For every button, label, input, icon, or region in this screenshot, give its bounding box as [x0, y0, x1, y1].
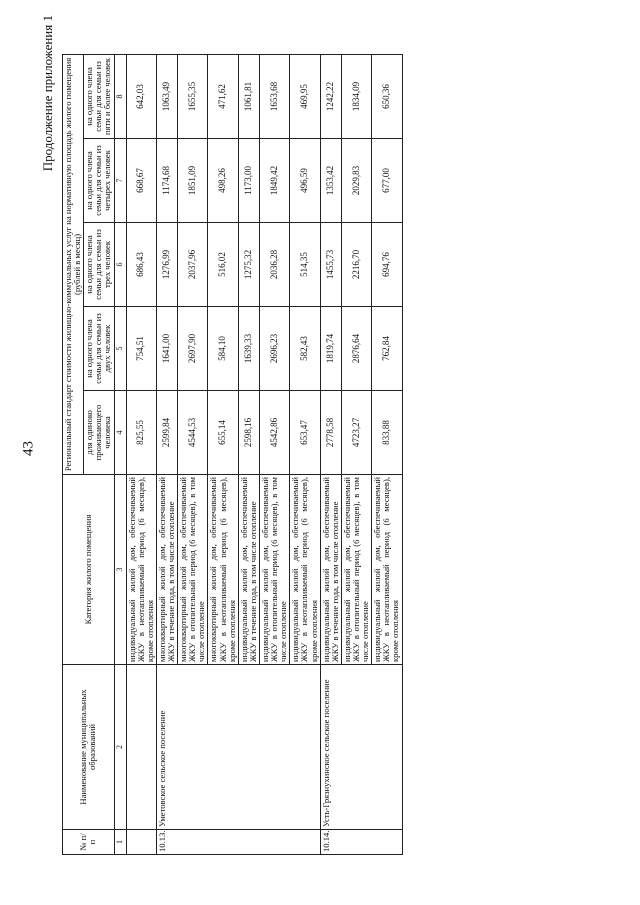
value-family-4: 1849,42 — [259, 139, 289, 223]
value-family-5: 1242,22 — [320, 54, 341, 138]
housing-category: индивидуальный жилой дом, обеспечиваемый ЖКУ в отопительный период (6 месяцев), в том числе отопление — [259, 475, 289, 665]
value-family-2: 762,84 — [372, 307, 402, 391]
value-family-3: 694,76 — [372, 223, 402, 307]
value-family-3: 514,35 — [290, 223, 320, 307]
document-heading: Продолжение приложения 1 — [40, 15, 55, 172]
header-family-2: на одного члена семьи для семьи из двух человек — [84, 307, 114, 391]
value-family-3: 1275,32 — [238, 223, 259, 307]
value-family-5: 1061,81 — [238, 54, 259, 138]
table-row — [126, 54, 156, 854]
column-index: 3 — [114, 475, 126, 665]
header-number: № п/п — [63, 830, 115, 855]
value-family-2: 582,43 — [290, 307, 320, 391]
value-family-2: 2696,23 — [259, 307, 289, 391]
value-family-5: 1063,49 — [156, 54, 177, 138]
header-family-4: на одного члена семьи для семьи из четырех человек — [84, 139, 114, 223]
municipality-name: Усть-Грязнухинское сельское поселение — [320, 665, 402, 830]
value-family-4: 1353,42 — [320, 139, 341, 223]
value-family-3: 686,43 — [126, 223, 156, 307]
value-family-5: 469,95 — [290, 54, 320, 138]
value-family-4: 1173,00 — [238, 139, 259, 223]
value-single: 653,47 — [290, 391, 320, 475]
table-row — [156, 54, 177, 854]
housing-category: многоквартирный жилой дом, обеспечиваемый ЖКУ в течение года, в том числе отопление — [156, 475, 177, 665]
value-single: 655,14 — [208, 391, 238, 475]
column-index: 5 — [114, 307, 126, 391]
value-single: 2599,84 — [156, 391, 177, 475]
value-single: 4544,53 — [178, 391, 208, 475]
table-row — [320, 54, 341, 854]
value-family-2: 1641,00 — [156, 307, 177, 391]
housing-category: многоквартирный жилой дом, обеспечиваемый ЖКУ в неотапливаемый период (6 месяцев), кроме отопления — [208, 475, 238, 665]
value-family-3: 1455,73 — [320, 223, 341, 307]
value-family-3: 1276,99 — [156, 223, 177, 307]
housing-category: индивидуальный жилой дом, обеспечиваемый ЖКУ в течение года, в том числе отопление — [238, 475, 259, 665]
value-single: 4542,86 — [259, 391, 289, 475]
value-family-3: 2216,70 — [341, 223, 371, 307]
value-family-5: 1834,09 — [341, 54, 371, 138]
value-family-5: 650,36 — [372, 54, 402, 138]
housing-category: индивидуальный жилой дом, обеспечиваемый ЖКУ в неотапливаемый период (6 месяцев), кроме отопления — [372, 475, 402, 665]
value-single: 2598,16 — [238, 391, 259, 475]
column-index-row — [114, 54, 126, 854]
value-family-4: 2029,83 — [341, 139, 371, 223]
housing-category: индивидуальный жилой дом, обеспечиваемый ЖКУ в отопительный период (6 месяцев), в том числе отопление — [341, 475, 371, 665]
header-category: Категория жилого помещения — [63, 475, 115, 665]
tariff-table — [62, 54, 403, 855]
value-family-3: 516,02 — [208, 223, 238, 307]
housing-category: многоквартирный жилой дом, обеспечиваемый ЖКУ в отопительный период (6 месяцев), в том числе отопление — [178, 475, 208, 665]
row-number — [126, 830, 156, 855]
value-single: 825,55 — [126, 391, 156, 475]
housing-category: индивидуальный жилой дом, обеспечиваемый ЖКУ в неотапливаемый период (6 месяцев), кроме отопления — [126, 475, 156, 665]
municipality-name: Уметовское сельское поселение — [156, 665, 320, 830]
header-family-3: на одного члена семьи для семьи из трех человек — [84, 223, 114, 307]
value-family-2: 754,51 — [126, 307, 156, 391]
value-family-5: 1653,68 — [259, 54, 289, 138]
value-family-2: 1639,33 — [238, 307, 259, 391]
header-regional-standard: Региональный стандарт стоимости жилищно-коммунальных услуг на нормативную площадь жилого помещения (рублей в месяц) — [63, 54, 84, 474]
housing-category: индивидуальный жилой дом, обеспечиваемый ЖКУ в неотапливаемый период (6 месяцев), кроме отопления — [290, 475, 320, 665]
value-family-3: 2037,96 — [178, 223, 208, 307]
value-family-2: 584,10 — [208, 307, 238, 391]
value-family-4: 498,26 — [208, 139, 238, 223]
row-number: 10.13. — [156, 830, 320, 855]
row-number: 10.14. — [320, 830, 402, 855]
column-index: 2 — [114, 665, 126, 830]
value-family-4: 1174,68 — [156, 139, 177, 223]
header-municipality: Наименование муниципальных образований — [63, 665, 115, 830]
header-single: для одиноко проживающего человека — [84, 391, 114, 475]
page-number: 43 — [20, 441, 37, 456]
value-family-5: 642,03 — [126, 54, 156, 138]
value-single: 833,88 — [372, 391, 402, 475]
column-index: 4 — [114, 391, 126, 475]
value-single: 4723,27 — [341, 391, 371, 475]
column-index: 8 — [114, 54, 126, 138]
header-row-1 — [63, 54, 84, 854]
column-index: 6 — [114, 223, 126, 307]
housing-category: индивидуальный жилой дом, обеспечиваемый ЖКУ в течение года, в том числе отопление — [320, 475, 341, 665]
value-family-4: 1851,09 — [178, 139, 208, 223]
value-family-3: 2036,28 — [259, 223, 289, 307]
value-single: 2778,58 — [320, 391, 341, 475]
column-index: 7 — [114, 139, 126, 223]
municipality-name — [126, 665, 156, 830]
value-family-4: 677,00 — [372, 139, 402, 223]
value-family-2: 1819,74 — [320, 307, 341, 391]
header-family-5: на одного члена семьи для семьи из пяти и более человек — [84, 54, 114, 138]
value-family-2: 2697,90 — [178, 307, 208, 391]
value-family-5: 471,62 — [208, 54, 238, 138]
value-family-4: 668,67 — [126, 139, 156, 223]
value-family-2: 2876,64 — [341, 307, 371, 391]
value-family-5: 1655,35 — [178, 54, 208, 138]
value-family-4: 496,59 — [290, 139, 320, 223]
column-index: 1 — [114, 830, 126, 855]
